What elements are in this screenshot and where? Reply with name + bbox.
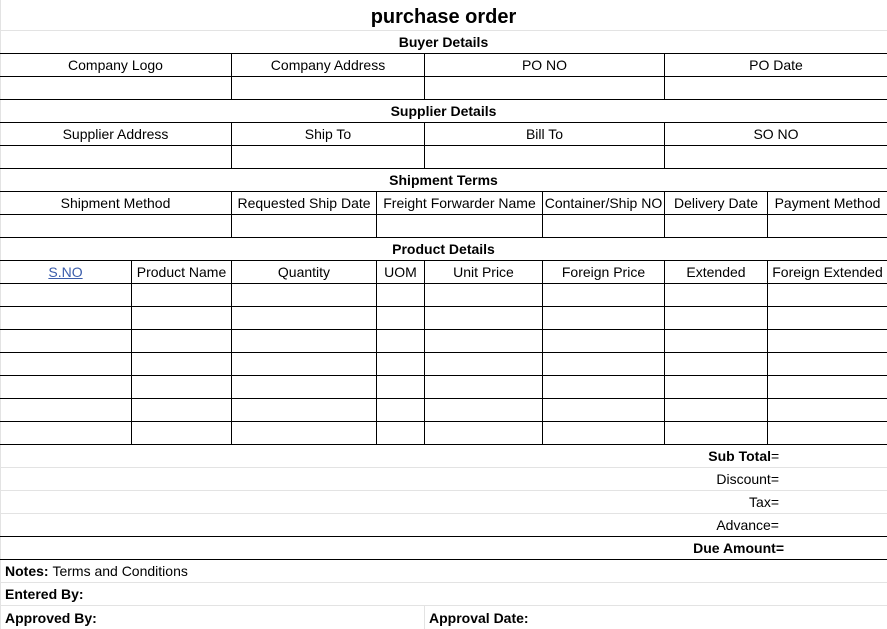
product-header-foreign-price: Foreign Price xyxy=(561,264,646,280)
page-title: purchase order xyxy=(370,6,517,28)
product-cell[interactable] xyxy=(377,353,424,375)
advance-label: Advance= xyxy=(716,517,779,533)
discount-label: Discount= xyxy=(716,471,779,487)
supplier-header-so-no: SO NO xyxy=(753,126,799,142)
section-title-supplier: Supplier Details xyxy=(390,103,497,119)
shipment-method-cell[interactable] xyxy=(0,215,231,237)
product-cell[interactable] xyxy=(425,422,542,444)
product-cell[interactable] xyxy=(768,399,887,421)
supplier-so-no-cell[interactable] xyxy=(665,146,887,168)
product-cell[interactable] xyxy=(232,330,376,352)
product-cell[interactable] xyxy=(665,284,767,306)
product-cell[interactable] xyxy=(768,330,887,352)
product-header-quantity: Quantity xyxy=(277,264,331,280)
product-header-extended: Extended xyxy=(686,264,746,280)
product-cell[interactable] xyxy=(132,353,231,375)
shipment-header-delivery-date: Delivery Date xyxy=(673,195,759,211)
buyer-header-po-no: PO NO xyxy=(521,57,568,73)
shipment-header-payment-method: Payment Method xyxy=(774,195,881,211)
supplier-header-ship-to: Ship To xyxy=(304,126,352,142)
sub-total-label: Sub Total xyxy=(708,448,771,464)
product-header-product-name: Product Name xyxy=(136,264,227,280)
product-cell[interactable] xyxy=(768,353,887,375)
product-cell[interactable] xyxy=(232,422,376,444)
supplier-address-cell[interactable] xyxy=(0,146,231,168)
sub-total-equals: = xyxy=(771,448,780,464)
shipment-freight-forwarder-cell[interactable] xyxy=(377,215,542,237)
product-cell[interactable] xyxy=(768,284,887,306)
buyer-po-no-cell[interactable] xyxy=(425,77,664,99)
product-cell[interactable] xyxy=(0,330,131,352)
notes-value: Terms and Conditions xyxy=(52,563,188,579)
entered-by-label: Entered By: xyxy=(5,586,84,602)
notes-row xyxy=(0,560,887,582)
buyer-po-date-cell[interactable] xyxy=(665,77,887,99)
buyer-header-po-date: PO Date xyxy=(749,57,803,73)
buyer-header-company-address: Company Address xyxy=(270,57,386,73)
product-cell[interactable] xyxy=(132,330,231,352)
product-cell[interactable] xyxy=(232,399,376,421)
buyer-company-logo-cell[interactable] xyxy=(0,77,231,99)
product-cell[interactable] xyxy=(543,307,664,329)
product-cell[interactable] xyxy=(665,307,767,329)
shipment-container-ship-no-cell[interactable] xyxy=(543,215,664,237)
product-cell[interactable] xyxy=(132,376,231,398)
product-cell[interactable] xyxy=(0,307,131,329)
product-cell[interactable] xyxy=(232,307,376,329)
supplier-bill-to-cell[interactable] xyxy=(425,146,664,168)
product-header-sno-link[interactable]: S.NO xyxy=(48,264,83,280)
product-cell[interactable] xyxy=(132,399,231,421)
product-cell[interactable] xyxy=(543,399,664,421)
product-cell[interactable] xyxy=(377,422,424,444)
product-cell[interactable] xyxy=(665,399,767,421)
product-cell[interactable] xyxy=(665,353,767,375)
product-cell[interactable] xyxy=(665,422,767,444)
product-cell[interactable] xyxy=(543,330,664,352)
product-header-foreign-extended: Foreign Extended xyxy=(772,264,883,280)
shipment-header-method: Shipment Method xyxy=(60,195,171,211)
product-cell[interactable] xyxy=(665,330,767,352)
product-cell[interactable] xyxy=(0,376,131,398)
product-cell[interactable] xyxy=(0,353,131,375)
product-header-uom: UOM xyxy=(384,264,417,280)
product-cell[interactable] xyxy=(377,399,424,421)
buyer-header-company-logo: Company Logo xyxy=(68,57,163,73)
shipment-requested-ship-date-cell[interactable] xyxy=(232,215,376,237)
product-cell[interactable] xyxy=(377,330,424,352)
section-title-shipment: Shipment Terms xyxy=(389,172,498,188)
approved-by-label: Approved By: xyxy=(5,609,97,626)
product-cell[interactable] xyxy=(768,307,887,329)
product-cell[interactable] xyxy=(543,284,664,306)
product-cell[interactable] xyxy=(768,422,887,444)
product-cell[interactable] xyxy=(132,307,231,329)
product-cell[interactable] xyxy=(232,353,376,375)
shipment-header-container-ship-no: Container/Ship NO xyxy=(544,195,663,211)
product-cell[interactable] xyxy=(377,376,424,398)
product-cell[interactable] xyxy=(543,422,664,444)
product-cell[interactable] xyxy=(132,422,231,444)
product-cell[interactable] xyxy=(665,376,767,398)
notes-label: Notes: xyxy=(5,563,49,579)
supplier-ship-to-cell[interactable] xyxy=(232,146,424,168)
product-cell[interactable] xyxy=(0,422,131,444)
product-cell[interactable] xyxy=(425,399,542,421)
product-cell[interactable] xyxy=(377,284,424,306)
section-title-product: Product Details xyxy=(392,241,495,257)
buyer-company-address-cell[interactable] xyxy=(232,77,424,99)
tax-label: Tax= xyxy=(749,494,779,510)
product-cell[interactable] xyxy=(377,307,424,329)
product-cell[interactable] xyxy=(425,284,542,306)
product-cell[interactable] xyxy=(425,353,542,375)
product-cell[interactable] xyxy=(543,353,664,375)
product-cell[interactable] xyxy=(425,307,542,329)
section-title-buyer: Buyer Details xyxy=(398,34,489,50)
approval-date-label: Approval Date: xyxy=(429,609,529,626)
shipment-payment-method-cell[interactable] xyxy=(768,215,887,237)
product-cell[interactable] xyxy=(0,284,131,306)
product-cell[interactable] xyxy=(543,376,664,398)
product-cell[interactable] xyxy=(425,376,542,398)
product-cell[interactable] xyxy=(425,330,542,352)
product-cell[interactable] xyxy=(232,376,376,398)
supplier-header-address: Supplier Address xyxy=(62,126,169,142)
product-header-unit-price: Unit Price xyxy=(453,264,514,280)
shipment-delivery-date-cell[interactable] xyxy=(665,215,767,237)
product-cell[interactable] xyxy=(132,284,231,306)
product-cell[interactable] xyxy=(768,376,887,398)
shipment-header-requested-ship-date: Requested Ship Date xyxy=(237,195,371,211)
supplier-header-bill-to: Bill To xyxy=(525,126,564,142)
due-amount-label: Due Amount= xyxy=(693,540,784,556)
product-cell[interactable] xyxy=(232,284,376,306)
product-cell[interactable] xyxy=(0,399,131,421)
shipment-header-freight-forwarder: Freight Forwarder Name xyxy=(383,195,536,211)
